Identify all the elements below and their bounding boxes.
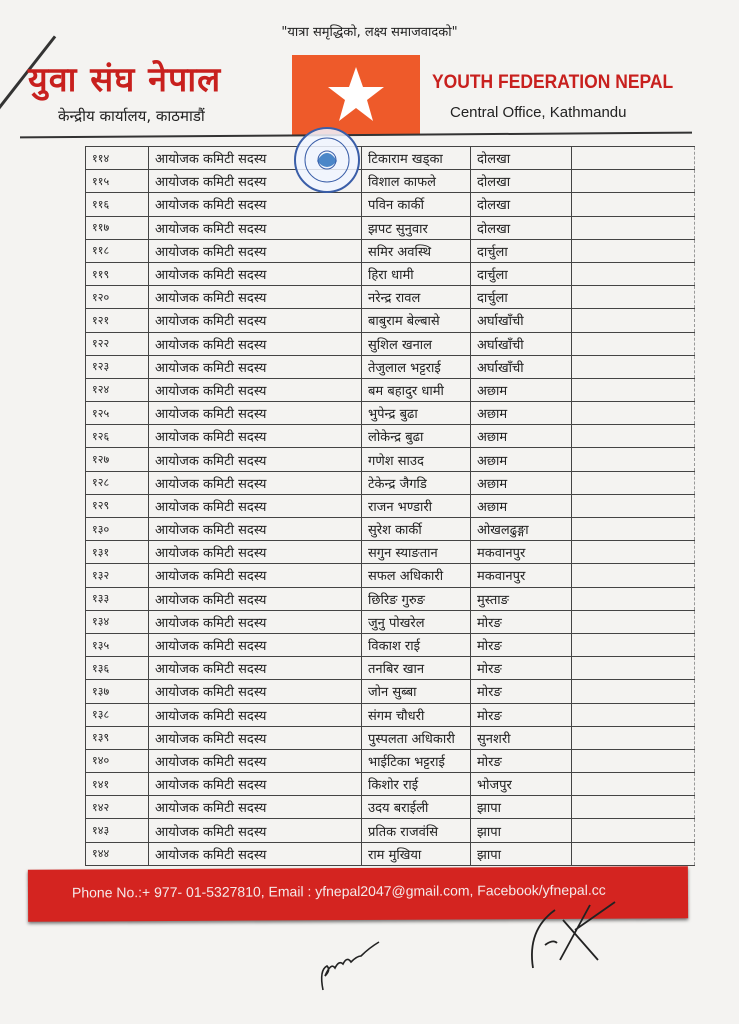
role-cell: आयोजक कमिटी सदस्य	[149, 147, 362, 170]
signature-2	[525, 900, 625, 980]
serial-number-cell: १४४	[86, 842, 149, 865]
table-row	[86, 749, 695, 772]
remarks-cell	[572, 471, 695, 494]
members-table	[85, 146, 695, 866]
member-name-cell: किशोर राई	[362, 773, 471, 796]
district-cell: अछाम	[471, 494, 572, 517]
district-cell: अछाम	[471, 471, 572, 494]
member-name-cell: पविन कार्की	[362, 193, 471, 216]
contact-info: Phone No.:+ 977- 01-5327810, Email : yfnepal2047@gmail.com, Facebook/yfnepal.cc	[71, 881, 606, 901]
remarks-cell	[572, 773, 695, 796]
role-cell: आयोजक कमिटी सदस्य	[149, 402, 362, 425]
table-row	[86, 819, 695, 842]
member-name-cell: सुशिल खनाल	[362, 332, 471, 355]
remarks-cell	[572, 610, 695, 633]
serial-number-cell: ११९	[86, 262, 149, 285]
member-name-cell: नरेन्द्र रावल	[362, 286, 471, 309]
remarks-cell	[572, 819, 695, 842]
table-row	[86, 541, 695, 564]
role-cell: आयोजक कमिटी सदस्य	[149, 680, 362, 703]
member-name-cell: उदय बराईली	[362, 796, 471, 819]
remarks-cell	[572, 726, 695, 749]
flag-logo	[292, 55, 420, 135]
member-name-cell: जोन सुब्बा	[362, 680, 471, 703]
member-name-cell: राम मुखिया	[362, 842, 471, 865]
member-name-cell: सफल अधिकारी	[362, 564, 471, 587]
district-cell: मोरङ	[471, 749, 572, 772]
serial-number-cell: १४१	[86, 773, 149, 796]
table-row	[86, 378, 695, 401]
serial-number-cell: १३९	[86, 726, 149, 749]
remarks-cell	[572, 796, 695, 819]
official-stamp	[292, 125, 362, 195]
role-cell: आयोजक कमिटी सदस्य	[149, 541, 362, 564]
table-row	[86, 239, 695, 262]
remarks-cell	[572, 448, 695, 471]
remarks-cell	[572, 147, 695, 170]
district-cell: दोलखा	[471, 193, 572, 216]
star-icon	[326, 65, 386, 125]
district-cell: ओखलढुङ्गा	[471, 518, 572, 541]
serial-number-cell: १३२	[86, 564, 149, 587]
office-english: Central Office, Kathmandu	[450, 104, 627, 121]
role-cell: आयोजक कमिटी सदस्य	[149, 749, 362, 772]
table-row	[86, 309, 695, 332]
member-name-cell: तेजुलाल भट्टराई	[362, 355, 471, 378]
table-row	[86, 355, 695, 378]
serial-number-cell: ११७	[86, 216, 149, 239]
remarks-cell	[572, 425, 695, 448]
member-name-cell: प्रतिक राजवंसि	[362, 819, 471, 842]
table-row	[86, 587, 695, 610]
member-name-cell: पुस्पलता अधिकारी	[362, 726, 471, 749]
serial-number-cell: १२८	[86, 471, 149, 494]
member-name-cell: सुरेश कार्की	[362, 518, 471, 541]
district-cell: दोलखा	[471, 147, 572, 170]
district-cell: अर्घाखाँची	[471, 355, 572, 378]
remarks-cell	[572, 170, 695, 193]
serial-number-cell: १२०	[86, 286, 149, 309]
remarks-cell	[572, 309, 695, 332]
remarks-cell	[572, 842, 695, 865]
remarks-cell	[572, 680, 695, 703]
role-cell: आयोजक कमिटी सदस्य	[149, 332, 362, 355]
district-cell: झापा	[471, 819, 572, 842]
member-name-cell: राजन भण्डारी	[362, 494, 471, 517]
district-cell: अर्घाखाँची	[471, 309, 572, 332]
serial-number-cell: १३८	[86, 703, 149, 726]
remarks-cell	[572, 402, 695, 425]
district-cell: मुस्ताङ	[471, 587, 572, 610]
district-cell: अछाम	[471, 378, 572, 401]
role-cell: आयोजक कमिटी सदस्य	[149, 239, 362, 262]
member-name-cell: बाबुराम बेल्बासे	[362, 309, 471, 332]
district-cell: दार्चुला	[471, 239, 572, 262]
serial-number-cell: १३०	[86, 518, 149, 541]
member-name-cell: टेकेन्द्र जैगडि	[362, 471, 471, 494]
table-row	[86, 262, 695, 285]
table-row	[86, 726, 695, 749]
remarks-cell	[572, 378, 695, 401]
district-cell: दार्चुला	[471, 262, 572, 285]
role-cell: आयोजक कमिटी सदस्य	[149, 773, 362, 796]
role-cell: आयोजक कमिटी सदस्य	[149, 355, 362, 378]
district-cell: मोरङ	[471, 633, 572, 656]
serial-number-cell: १३७	[86, 680, 149, 703]
district-cell: दोलखा	[471, 170, 572, 193]
serial-number-cell: १२७	[86, 448, 149, 471]
district-cell: दोलखा	[471, 216, 572, 239]
member-name-cell: संगम चौधरी	[362, 703, 471, 726]
serial-number-cell: १२४	[86, 378, 149, 401]
remarks-cell	[572, 703, 695, 726]
district-cell: सुनशरी	[471, 726, 572, 749]
member-name-cell: लोकेन्द्र बुढा	[362, 425, 471, 448]
table-row	[86, 703, 695, 726]
role-cell: आयोजक कमिटी सदस्य	[149, 657, 362, 680]
table-row	[86, 657, 695, 680]
signature-1	[315, 928, 385, 998]
table-row	[86, 332, 695, 355]
district-cell: अछाम	[471, 448, 572, 471]
serial-number-cell: १३५	[86, 633, 149, 656]
serial-number-cell: १२३	[86, 355, 149, 378]
member-name-cell: विशाल काफले	[362, 170, 471, 193]
table-row	[86, 471, 695, 494]
serial-number-cell: १३१	[86, 541, 149, 564]
district-cell: झापा	[471, 842, 572, 865]
table-row	[86, 448, 695, 471]
role-cell: आयोजक कमिटी सदस्य	[149, 448, 362, 471]
role-cell: आयोजक कमिटी सदस्य	[149, 819, 362, 842]
org-name-nepali: युवा संघ नेपाल	[28, 60, 222, 100]
role-cell: आयोजक कमिटी सदस्य	[149, 564, 362, 587]
member-name-cell: गणेश साउद	[362, 448, 471, 471]
role-cell: आयोजक कमिटी सदस्य	[149, 425, 362, 448]
table-row	[86, 286, 695, 309]
role-cell: आयोजक कमिटी सदस्य	[149, 796, 362, 819]
district-cell: मोरङ	[471, 680, 572, 703]
role-cell: आयोजक कमिटी सदस्य	[149, 494, 362, 517]
district-cell: मकवानपुर	[471, 564, 572, 587]
district-cell: अछाम	[471, 425, 572, 448]
remarks-cell	[572, 541, 695, 564]
remarks-cell	[572, 494, 695, 517]
role-cell: आयोजक कमिटी सदस्य	[149, 262, 362, 285]
serial-number-cell: ११६	[86, 193, 149, 216]
role-cell: आयोजक कमिटी सदस्य	[149, 193, 362, 216]
serial-number-cell: १२१	[86, 309, 149, 332]
role-cell: आयोजक कमिटी सदस्य	[149, 703, 362, 726]
member-name-cell: टिकाराम खड्का	[362, 147, 471, 170]
district-cell: मोरङ	[471, 657, 572, 680]
role-cell: आयोजक कमिटी सदस्य	[149, 216, 362, 239]
role-cell: आयोजक कमिटी सदस्य	[149, 286, 362, 309]
table-row	[86, 610, 695, 633]
table-row	[86, 773, 695, 796]
remarks-cell	[572, 749, 695, 772]
member-name-cell: भुपेन्द्र बुढा	[362, 402, 471, 425]
table-row	[86, 402, 695, 425]
remarks-cell	[572, 193, 695, 216]
serial-number-cell: १३४	[86, 610, 149, 633]
remarks-cell	[572, 633, 695, 656]
remarks-cell	[572, 657, 695, 680]
remarks-cell	[572, 587, 695, 610]
remarks-cell	[572, 239, 695, 262]
role-cell: आयोजक कमिटी सदस्य	[149, 842, 362, 865]
district-cell: अछाम	[471, 402, 572, 425]
serial-number-cell: १४०	[86, 749, 149, 772]
serial-number-cell: १४३	[86, 819, 149, 842]
serial-number-cell: ११५	[86, 170, 149, 193]
role-cell: आयोजक कमिटी सदस्य	[149, 587, 362, 610]
role-cell: आयोजक कमिटी सदस्य	[149, 309, 362, 332]
role-cell: आयोजक कमिटी सदस्य	[149, 633, 362, 656]
table-row	[86, 216, 695, 239]
role-cell: आयोजक कमिटी सदस्य	[149, 378, 362, 401]
serial-number-cell: १२२	[86, 332, 149, 355]
remarks-cell	[572, 355, 695, 378]
district-cell: दार्चुला	[471, 286, 572, 309]
table-row	[86, 633, 695, 656]
role-cell: आयोजक कमिटी सदस्य	[149, 170, 362, 193]
office-nepali: केन्द्रीय कार्यालय, काठमाडौं	[58, 107, 205, 125]
district-cell: मोरङ	[471, 610, 572, 633]
role-cell: आयोजक कमिटी सदस्य	[149, 471, 362, 494]
member-name-cell: समिर अवस्थि	[362, 239, 471, 262]
member-name-cell: छिरिङ गुरुङ	[362, 587, 471, 610]
table-row	[86, 842, 695, 865]
serial-number-cell: १२५	[86, 402, 149, 425]
table-row	[86, 494, 695, 517]
remarks-cell	[572, 564, 695, 587]
table-row	[86, 680, 695, 703]
org-name-english: YOUTH FEDERATION NEPAL	[432, 72, 674, 93]
serial-number-cell: १२९	[86, 494, 149, 517]
district-cell: अर्घाखाँची	[471, 332, 572, 355]
role-cell: आयोजक कमिटी सदस्य	[149, 726, 362, 749]
member-name-cell: सगुन स्याङतान	[362, 541, 471, 564]
table-row	[86, 193, 695, 216]
table-row	[86, 147, 695, 170]
member-name-cell: तनबिर खान	[362, 657, 471, 680]
remarks-cell	[572, 332, 695, 355]
district-cell: भोजपुर	[471, 773, 572, 796]
district-cell: मकवानपुर	[471, 541, 572, 564]
serial-number-cell: १३३	[86, 587, 149, 610]
remarks-cell	[572, 286, 695, 309]
serial-number-cell: ११४	[86, 147, 149, 170]
member-name-cell: विकाश राई	[362, 633, 471, 656]
role-cell: आयोजक कमिटी सदस्य	[149, 610, 362, 633]
table-row	[86, 564, 695, 587]
serial-number-cell: १२६	[86, 425, 149, 448]
member-name-cell: झपट सुनुवार	[362, 216, 471, 239]
table-row	[86, 796, 695, 819]
role-cell: आयोजक कमिटी सदस्य	[149, 518, 362, 541]
remarks-cell	[572, 262, 695, 285]
slogan: "यात्रा समृद्धिको, लक्ष्य समाजवादको"	[281, 25, 458, 40]
table-row	[86, 170, 695, 193]
member-name-cell: जुनु पोखरेल	[362, 610, 471, 633]
serial-number-cell: १३६	[86, 657, 149, 680]
member-name-cell: बम बहादुर धामी	[362, 378, 471, 401]
serial-number-cell: ११८	[86, 239, 149, 262]
table-row	[86, 518, 695, 541]
remarks-cell	[572, 518, 695, 541]
member-name-cell: हिरा धामी	[362, 262, 471, 285]
member-name-cell: भाईटिका भट्टराई	[362, 749, 471, 772]
serial-number-cell: १४२	[86, 796, 149, 819]
district-cell: मोरङ	[471, 703, 572, 726]
remarks-cell	[572, 216, 695, 239]
district-cell: झापा	[471, 796, 572, 819]
table-row	[86, 425, 695, 448]
